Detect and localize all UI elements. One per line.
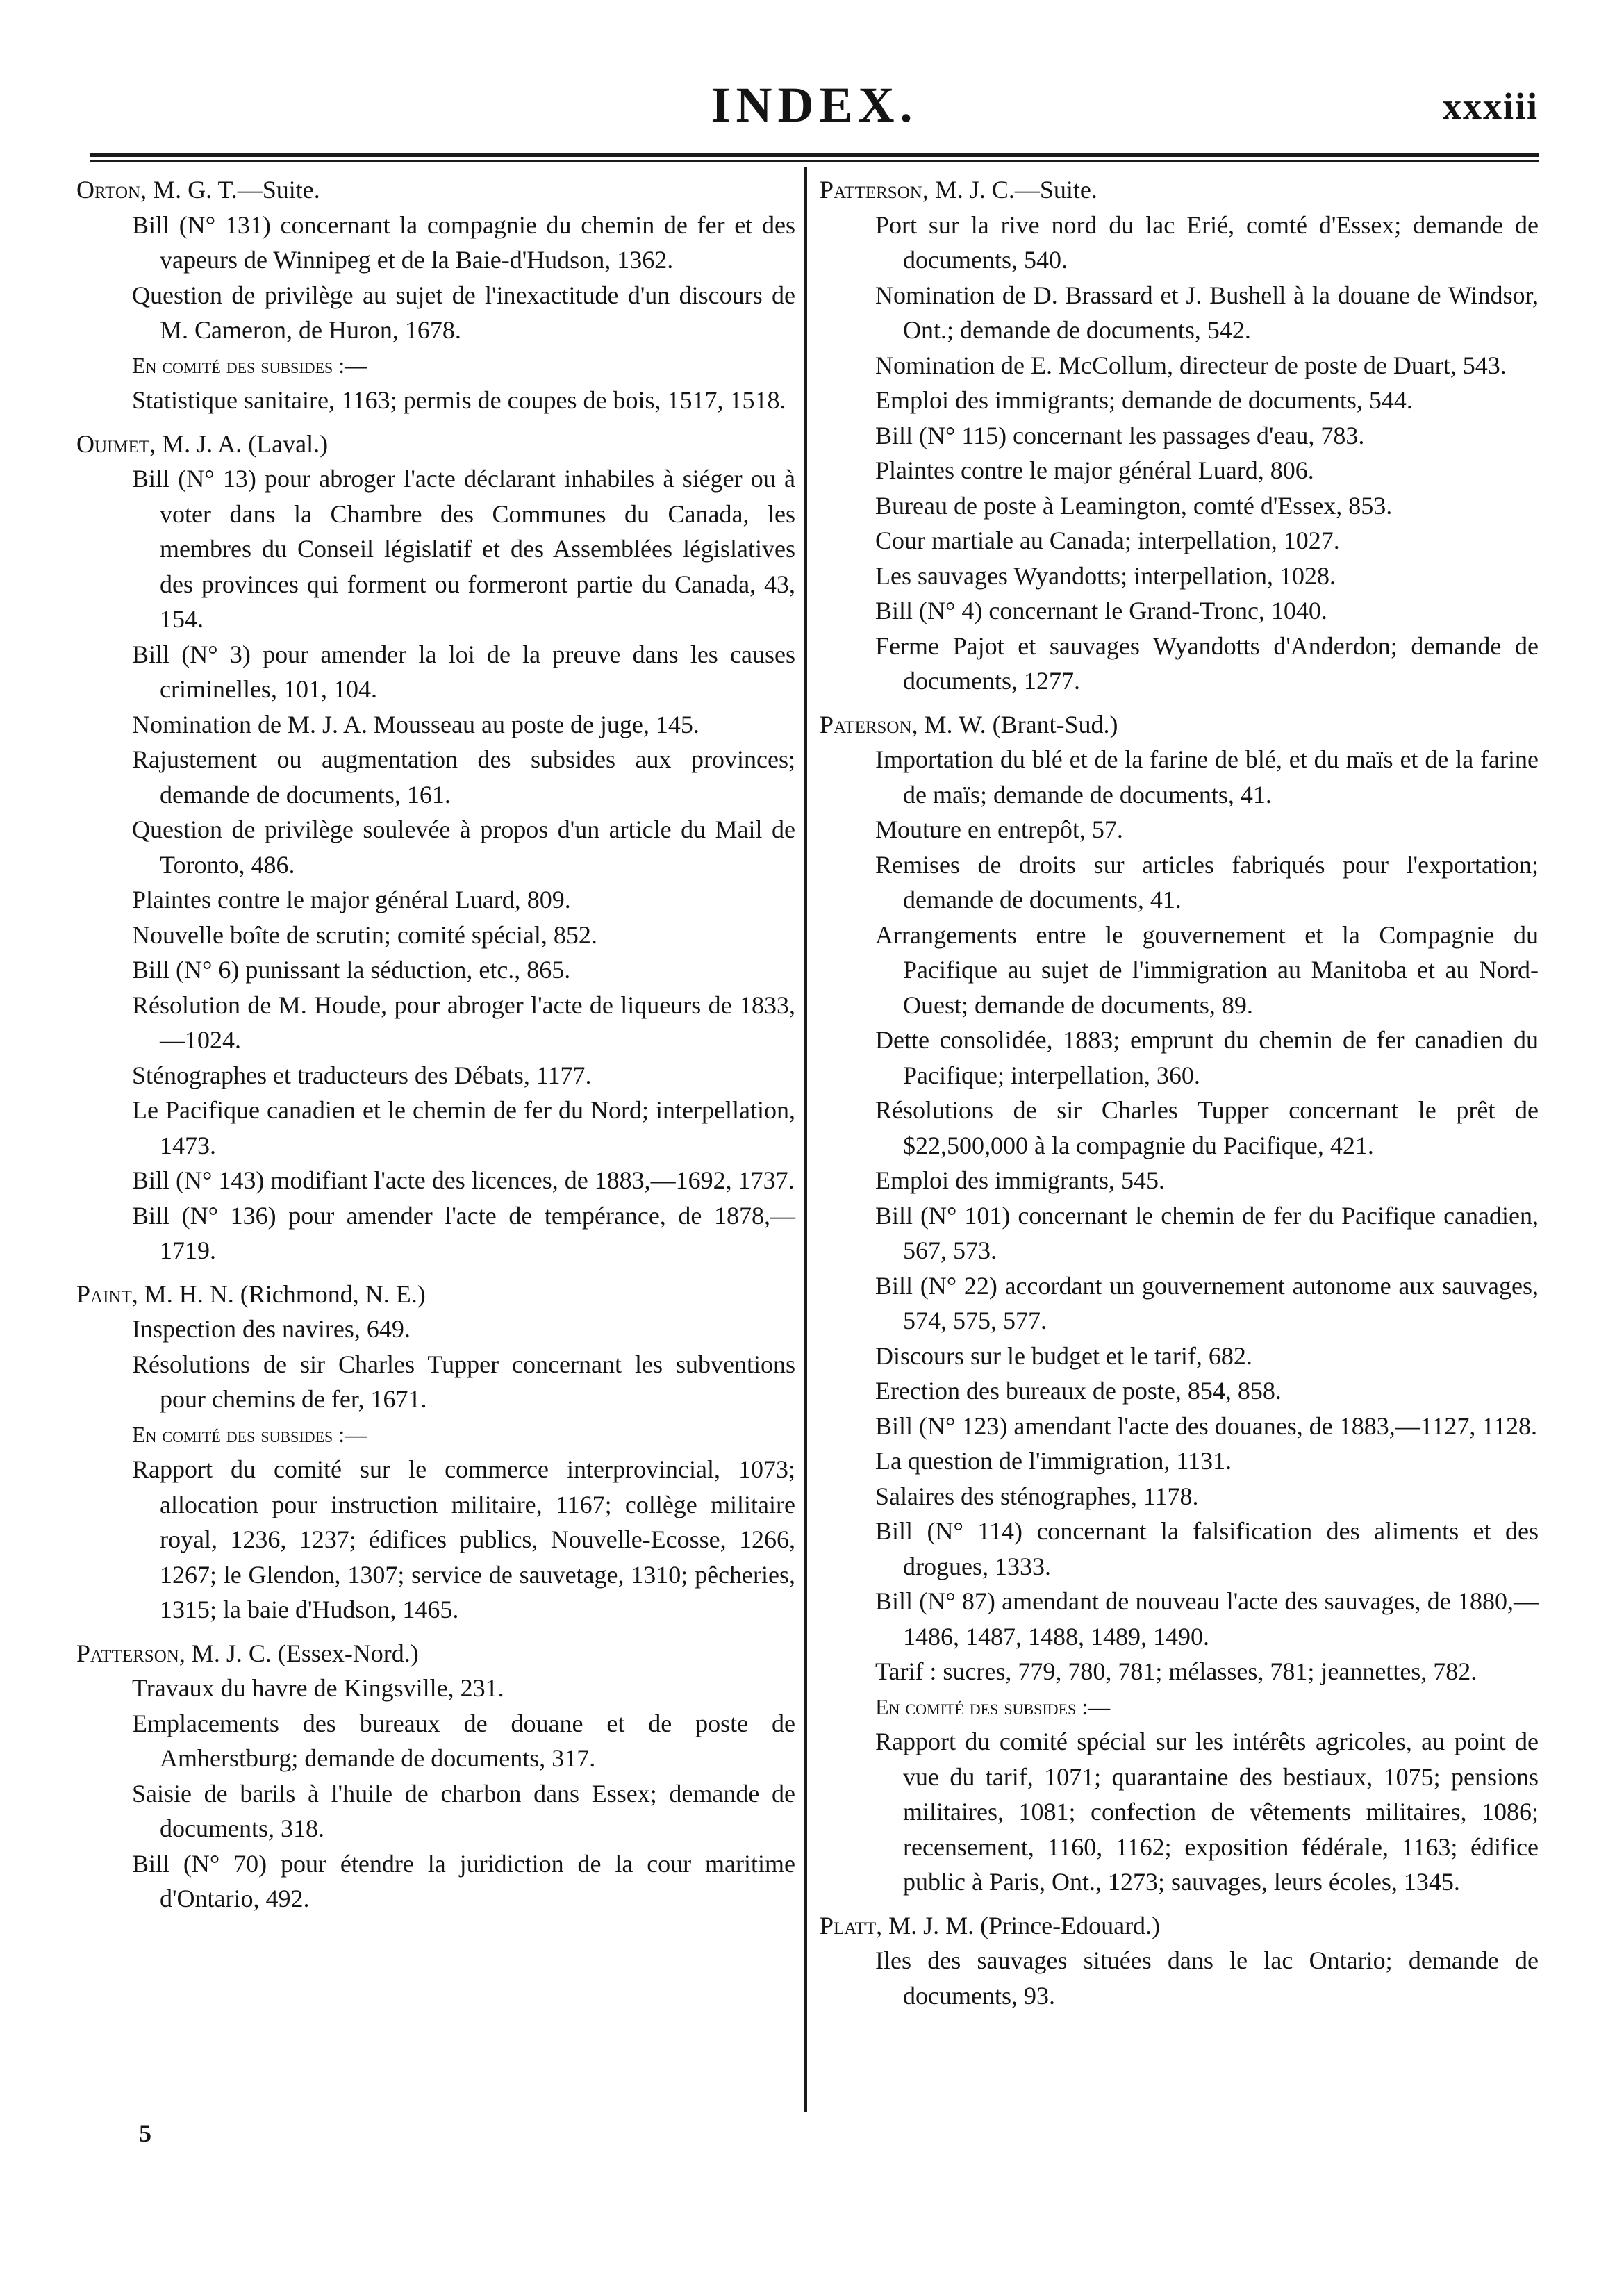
entry-item: Bill (N° 87) amendant de nouveau l'acte des sauvages, de 1880,—1486, 1487, 1488, 1489, 1490. (875, 1587, 1539, 1650)
index-entry (76, 427, 795, 1268)
entry-item: Question de privilège soulevée à propos d'un article du Mail de Toronto, 486. (132, 816, 795, 879)
entry-item: Plaintes contre le major général Luard, 809. (132, 886, 571, 913)
member-name: Platt (820, 1911, 877, 1939)
right-column (820, 172, 1539, 2021)
entry-heading (76, 1636, 795, 1671)
page-number: xxxiii (1442, 85, 1539, 127)
entry-heading (820, 707, 1539, 743)
entry-item: Discours sur le budget et le tarif, 682. (875, 1341, 1252, 1370)
entry-heading (820, 1908, 1539, 1944)
entry-item: Tarif : sucres, 779, 780, 781; mélasses, 781; jeannettes, 782. (875, 1657, 1477, 1685)
entry-item: Emploi des immigrants, 545. (875, 1166, 1165, 1194)
member-details: , M. H. N. (Richmond, N. E.) (131, 1280, 426, 1308)
section-heading: En comité des subsides :— (132, 1421, 367, 1447)
entry-item: Emplacements des bureaux de douane et de poste de Amherstburg; demande de documents, 317. (132, 1709, 795, 1772)
member-name: Patterson (820, 176, 922, 204)
entry-item: Les sauvages Wyandotts; interpellation, 1028. (875, 561, 1336, 590)
entry-item: Emploi des immigrants; demande de documents, 544. (875, 386, 1413, 414)
member-name: Patterson (76, 1639, 179, 1667)
entry-item: Statistique sanitaire, 1163; permis de coupes de bois, 1517, 1518. (132, 386, 786, 414)
entry-item: Bill (N° 3) pour amender la loi de la preuve dans les causes criminelles, 101, 104. (132, 640, 795, 703)
entry-item: Ferme Pajot et sauvages Wyandotts d'Anderdon; demande de documents, 1277. (875, 631, 1539, 695)
entry-item: Saisie de barils à l'huile de charbon dans Essex; demande de documents, 318. (132, 1779, 795, 1842)
entry-item: Bill (N° 143) modifiant l'acte des licences, de 1883,—1692, 1737. (132, 1166, 795, 1194)
entry-item: Bill (N° 114) concernant la falsification des aliments et des drogues, 1333. (875, 1517, 1539, 1580)
entry-item: Nouvelle boîte de scrutin; comité spécial, 852. (132, 920, 597, 949)
entry-item: Bill (N° 123) amendant l'acte des douanes, de 1883,—1127, 1128. (875, 1412, 1538, 1440)
member-details: , M. G. T.—Suite. (140, 176, 320, 204)
entry-item: Iles des sauvages situées dans le lac Ontario; demande de documents, 93. (875, 1946, 1539, 2010)
entry-item: Résolutions de sir Charles Tupper concernant le prêt de $22,500,000 à la compagnie du Pacifique, 421. (875, 1096, 1539, 1159)
member-name: Ouimet (76, 429, 150, 458)
section-heading: En comité des subsides :— (875, 1694, 1111, 1719)
entry-item: Bill (N° 70) pour étendre la juridiction de la cour maritime d'Ontario, 492. (132, 1849, 795, 1912)
entry-item: Résolutions de sir Charles Tupper concernant les subventions pour chemins de fer, 1671. (132, 1350, 795, 1413)
header-rule-thin (90, 160, 1539, 162)
entry-item: Nomination de E. McCollum, directeur de poste de Duart, 543. (875, 351, 1507, 379)
entry-item: Résolution de M. Houde, pour abroger l'acte de liqueurs de 1833,—1024. (132, 991, 795, 1054)
entry-item: Salaires des sténographes, 1178. (875, 1482, 1199, 1510)
column-divider (804, 167, 807, 2112)
entry-item: Inspection des navires, 649. (132, 1315, 411, 1343)
index-entry (820, 172, 1539, 699)
entry-item: Rajustement ou augmentation des subsides aux provinces; demande de documents, 161. (132, 745, 795, 809)
signature-mark: 5 (139, 2119, 151, 2147)
entry-item: Question de privilège au sujet de l'inexactitude d'un discours de M. Cameron, de Huron, 1678. (132, 281, 795, 344)
entry-item: Rapport du comité sur le commerce interprovincial, 1073; allocation pour instruction militaire, 1167; collège militaire royal, 1236, 1237; édifices publics, Nouvelle-Ecosse, 1266, 1267; le Glendon, 1307; service de sauvetage, 1310; pêcheries, 1315; la baie d'Hudson, 1465. (132, 1455, 795, 1623)
index-entry (76, 1636, 795, 1917)
member-name: Orton (76, 176, 141, 204)
entry-item: Rapport du comité spécial sur les intérêts agricoles, au point de vue du tarif, 1071; quarantaine des bestiaux, 1075; pensions militaires, 1081; confection de vêtements militaires, 1086; recensement, 1160, 1162; exposition fédérale, 1163; édifice public à Paris, Ont., 1273; sauvages, leurs écoles, 1345. (875, 1728, 1539, 1896)
member-details: , M. J. C.—Suite. (922, 176, 1097, 204)
section-heading: En comité des subsides :— (132, 352, 367, 378)
entry-item: Remises de droits sur articles fabriqués pour l'exportation; demande de documents, 41. (875, 850, 1539, 913)
entry-item: Nomination de M. J. A. Mousseau au poste de juge, 145. (132, 710, 699, 738)
entry-item: Arrangements entre le gouvernement et la Compagnie du Pacifique au sujet de l'immigration au Manitoba et au Nord-Ouest; demande de documents, 89. (875, 920, 1539, 1019)
entry-item: Port sur la rive nord du lac Erié, comté d'Essex; demande de documents, 540. (875, 210, 1539, 274)
entry-item: Bill (N° 136) pour amender l'acte de tempérance, de 1878,—1719. (132, 1201, 795, 1264)
entry-heading (820, 172, 1539, 208)
entry-heading (76, 172, 795, 208)
member-details: , M. J. C. (Essex-Nord.) (179, 1639, 419, 1667)
entry-heading (76, 1277, 795, 1312)
entry-item: Bill (N° 4) concernant le Grand-Tronc, 1040. (875, 597, 1327, 624)
entry-item: Bill (N° 101) concernant le chemin de fer du Pacifique canadien, 567, 573. (875, 1201, 1539, 1264)
entry-item: Cour martiale au Canada; interpellation, 1027. (875, 527, 1340, 554)
entry-item: Erection des bureaux de poste, 854, 858. (875, 1377, 1282, 1405)
entry-item: Sténographes et traducteurs des Débats, 1177. (132, 1061, 592, 1089)
entry-item: La question de l'immigration, 1131. (875, 1447, 1232, 1475)
entry-item: Importation du blé et de la farine de blé, et du maïs et de la farine de maïs; demande de documents, 41. (875, 745, 1539, 809)
entry-item: Bill (N° 13) pour abroger l'acte déclarant inhabiles à siéger ou à voter dans la Chambre des Communes du Canada, les membres du Conseil législatif et des Assemblées législatives des provinces qui forment ou formeront partie du Canada, 43, 154. (132, 465, 795, 633)
member-name: Paint (76, 1280, 132, 1308)
entry-item: Mouture en entrepôt, 57. (875, 816, 1123, 843)
page-title: INDEX. (711, 77, 918, 133)
entry-item: Bill (N° 131) concernant la compagnie du chemin de fer et des vapeurs de Winnipeg et de la Baie-d'Hudson, 1362. (132, 210, 795, 274)
entry-heading (76, 427, 795, 462)
left-column (76, 172, 795, 1925)
entry-item: Plaintes contre le major général Luard, 806. (875, 456, 1314, 484)
page-header (90, 76, 1539, 146)
entry-item: Bill (N° 115) concernant les passages d'eau, 783. (875, 421, 1365, 449)
member-details: , M. J. M. (Prince-Edouard.) (876, 1911, 1161, 1939)
member-name: Paterson (820, 710, 912, 738)
index-entry (76, 1277, 795, 1628)
header-rule (90, 153, 1539, 157)
member-details: , M. W. (Brant-Sud.) (911, 710, 1118, 738)
entry-item: Nomination de D. Brassard et J. Bushell à la douane de Windsor, Ont.; demande de documents, 542. (875, 281, 1539, 344)
entry-item: Travaux du havre de Kingsville, 231. (132, 1674, 504, 1702)
index-entry (820, 707, 1539, 1900)
index-entry (820, 1908, 1539, 2014)
index-entry (76, 172, 795, 418)
entry-item: Bill (N° 22) accordant un gouvernement autonome aux sauvages, 574, 575, 577. (875, 1271, 1539, 1334)
entry-item: Le Pacifique canadien et le chemin de fer du Nord; interpellation, 1473. (132, 1096, 795, 1159)
entry-item: Bill (N° 6) punissant la séduction, etc., 865. (132, 956, 571, 984)
entry-item: Bureau de poste à Leamington, comté d'Essex, 853. (875, 491, 1393, 520)
entry-item: Dette consolidée, 1883; emprunt du chemin de fer canadien du Pacifique; interpellation, 360. (875, 1026, 1539, 1089)
member-details: , M. J. A. (Laval.) (149, 429, 329, 458)
